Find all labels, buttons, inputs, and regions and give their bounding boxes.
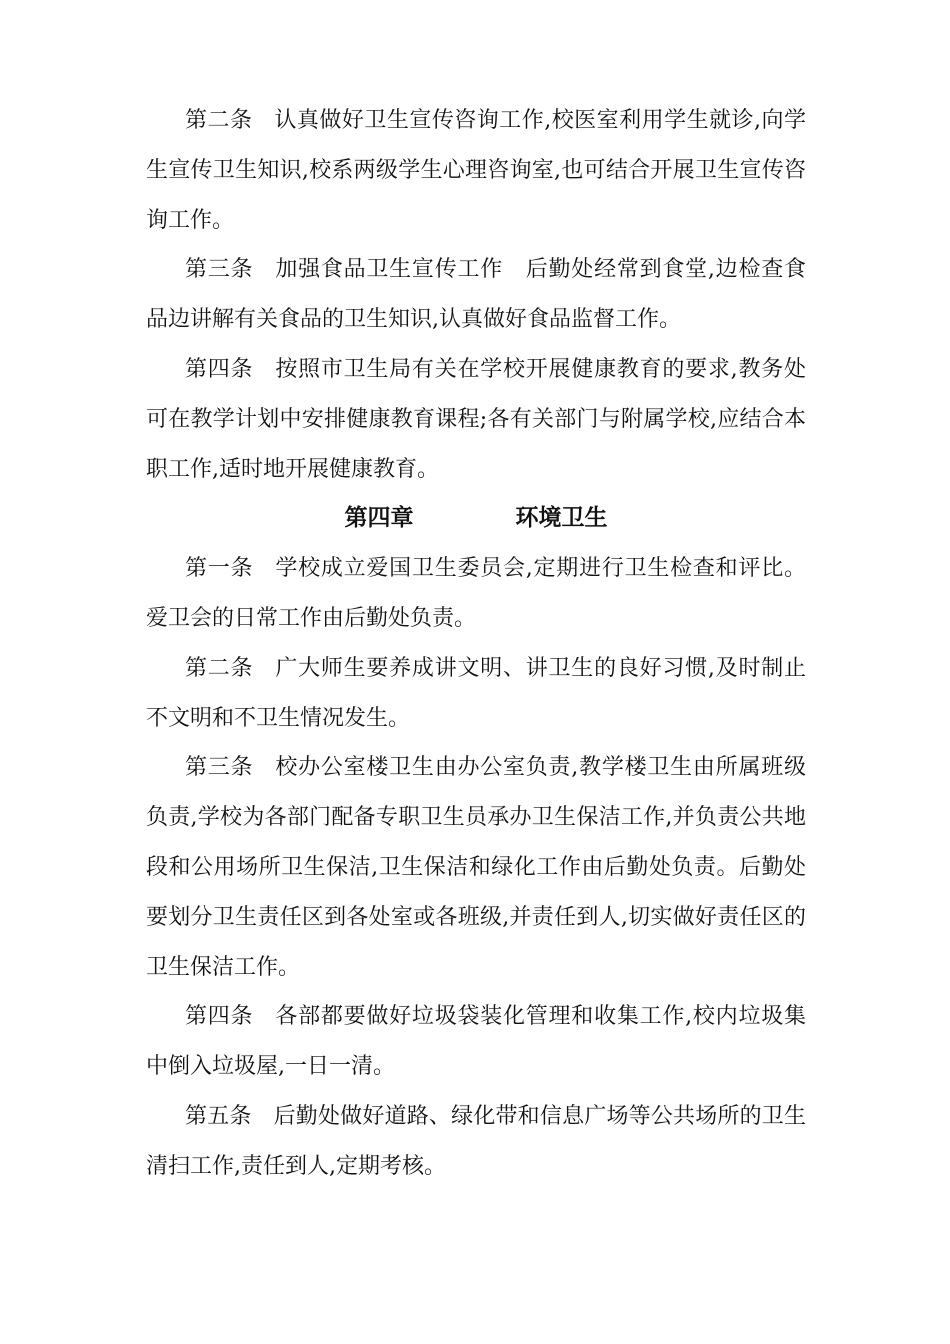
article-text: 按照市卫生局有关在学校开展健康教育的要求,教务处可在教学计划中安排健康教育课程;各有关部门与附属学校,应结合本职工作,适时地开展健康教育。 (146, 356, 806, 482)
article-number: 第二条 (185, 108, 253, 133)
article-text: 认真做好卫生宣传咨询工作,校医室利用学生就诊,向学生宣传卫生知识,校系两级学生心理咨询室,也可结合开展卫生宣传咨询工作。 (146, 108, 806, 233)
document-body (146, 96, 806, 1192)
article-text: 加强食品卫生宣传工作 后勤处经常到食堂,边检查食品边讲解有关食品的卫生知识,认真做好食品监督工作。 (146, 257, 806, 333)
article-number: 第一条 (185, 556, 254, 582)
article-paragraph (146, 1092, 806, 1192)
article-text: 各部都要做好垃圾袋装化管理和收集工作,校内垃圾集中倒入垃圾屋,一日一清。 (146, 1004, 806, 1080)
article-paragraph (146, 345, 806, 494)
chapter-heading (146, 494, 806, 544)
chapter-number: 第四章 (344, 505, 414, 532)
chapter-title: 环境卫生 (515, 505, 608, 532)
article-paragraph (146, 992, 806, 1092)
article-paragraph (146, 544, 806, 644)
article-number: 第五条 (185, 1103, 252, 1129)
article-text: 广大师生要养成讲文明、讲卫生的良好习惯,及时制止不文明和不卫生情况发生。 (146, 655, 806, 731)
article-paragraph (146, 96, 806, 245)
article-paragraph (146, 245, 806, 345)
article-paragraph (146, 644, 806, 744)
article-number: 第四条 (185, 1004, 254, 1030)
article-text: 后勤处做好道路、绿化带和信息广场等公共场所的卫生清扫工作,责任到人,定期考核。 (146, 1103, 806, 1179)
article-text: 校办公室楼卫生由办公室负责,教学楼卫生由所属班级负责,学校为各部门配备专职卫生员承办卫生保洁工作,并负责公共地段和公用场所卫生保洁,卫生保洁和绿化工作由后勤处负责。后勤处要划分卫生责任区到各处室或各班级,并责任到人,切实做好责任区的卫生保洁工作。 (146, 755, 806, 980)
article-number: 第三条 (185, 755, 254, 781)
article-paragraph (146, 743, 806, 992)
article-number: 第三条 (185, 257, 254, 283)
article-text: 学校成立爱国卫生委员会,定期进行卫生检查和评比。爱卫会的日常工作由后勤处负责。 (146, 556, 806, 631)
article-number: 第四条 (185, 356, 254, 382)
article-number: 第二条 (185, 655, 254, 681)
